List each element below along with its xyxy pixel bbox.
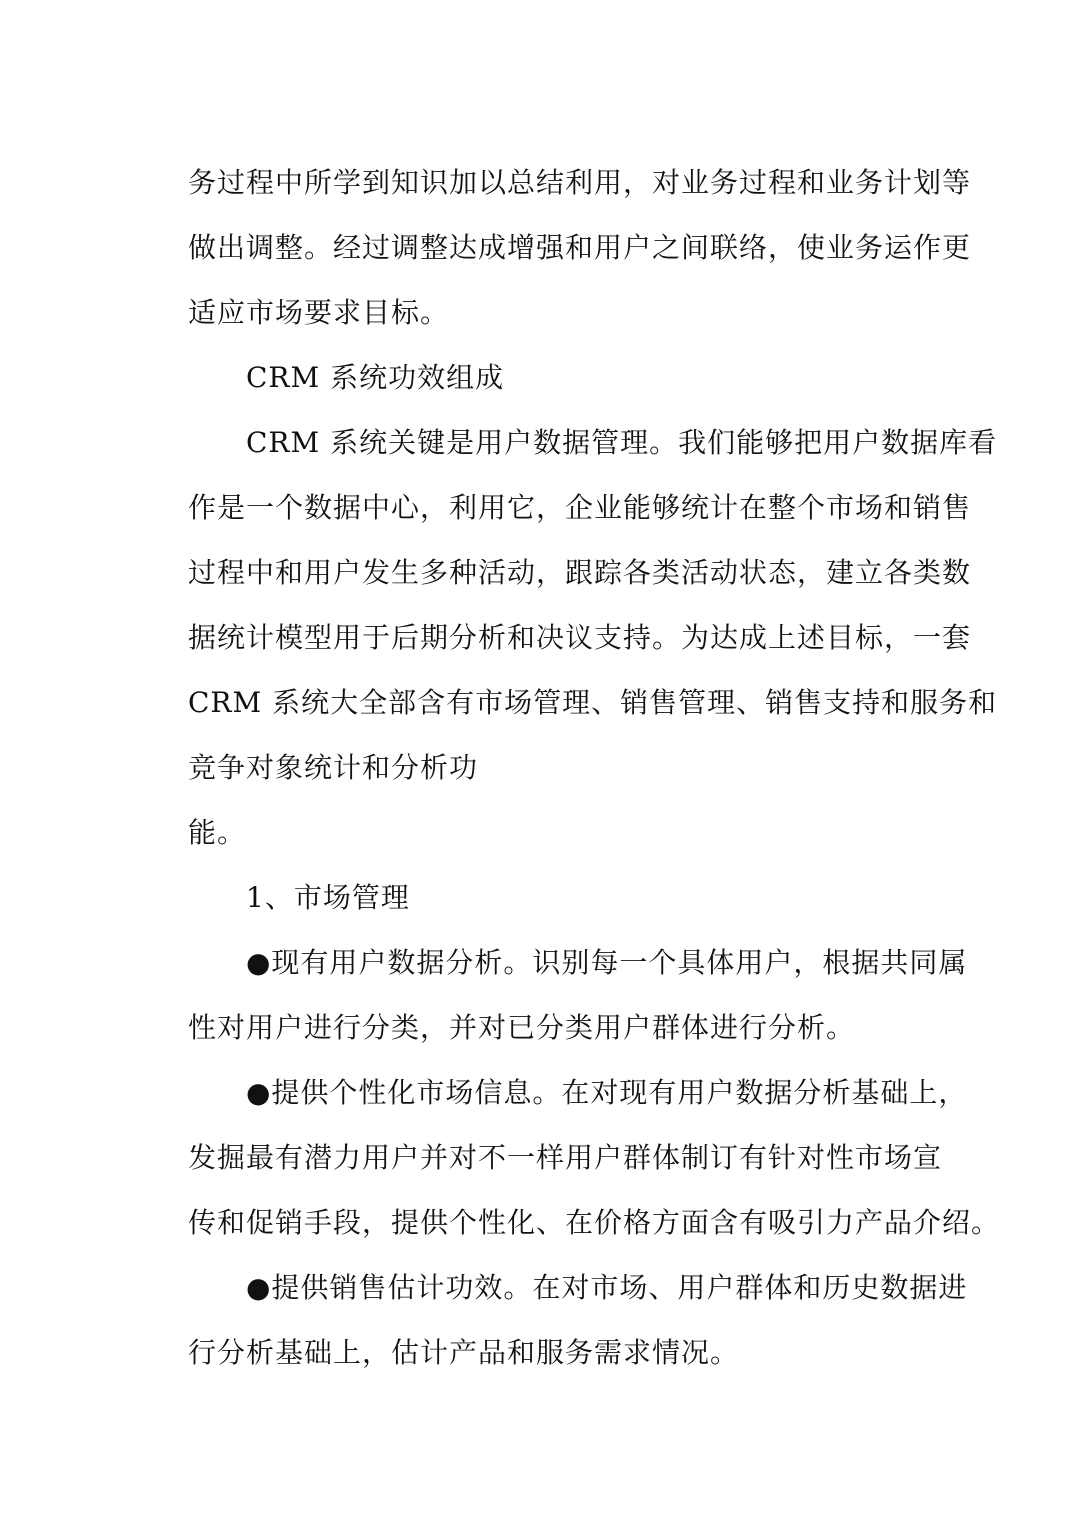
subsection-heading: 1、市场管理 [246,881,410,914]
bullet-item: ●提供个性化市场信息。在对现有用户数据分析基础上， [246,1076,968,1109]
body-line: CRM 系统大全部含有市场管理、销售管理、销售支持和服务和 [188,686,998,719]
body-line: 过程中和用户发生多种活动，跟踪各类活动状态，建立各类数 [188,556,972,589]
bullet-item: ●提供销售估计功效。在对市场、用户群体和历史数据进 [246,1271,968,1304]
body-line: CRM 系统关键是用户数据管理。我们能够把用户数据库看 [246,426,998,459]
body-line: 据统计模型用于后期分析和决议支持。为达成上述目标，一套 [188,621,972,654]
body-line: 行分析基础上，估计产品和服务需求情况。 [188,1336,740,1369]
body-line: 务过程中所学到知识加以总结利用，对业务过程和业务计划等 [188,166,972,199]
body-line: 作是一个数据中心，利用它，企业能够统计在整个市场和销售 [188,491,972,524]
body-line: 适应市场要求目标。 [188,296,450,329]
body-line: 做出调整。经过调整达成增强和用户之间联络，使业务运作更 [188,231,972,264]
body-line: 传和促销手段，提供个性化、在价格方面含有吸引力产品介绍。 [188,1206,1001,1239]
bullet-item: ●现有用户数据分析。识别每一个具体用户，根据共同属 [246,946,968,979]
section-heading: CRM 系统功效组成 [246,361,505,394]
body-line: 性对用户进行分类，并对已分类用户群体进行分析。 [188,1011,856,1044]
body-line: 发掘最有潜力用户并对不一样用户群体制订有针对性市场宣 [188,1141,943,1174]
body-line: 能。 [188,816,247,849]
body-line: 竞争对象统计和分析功 [188,751,479,784]
